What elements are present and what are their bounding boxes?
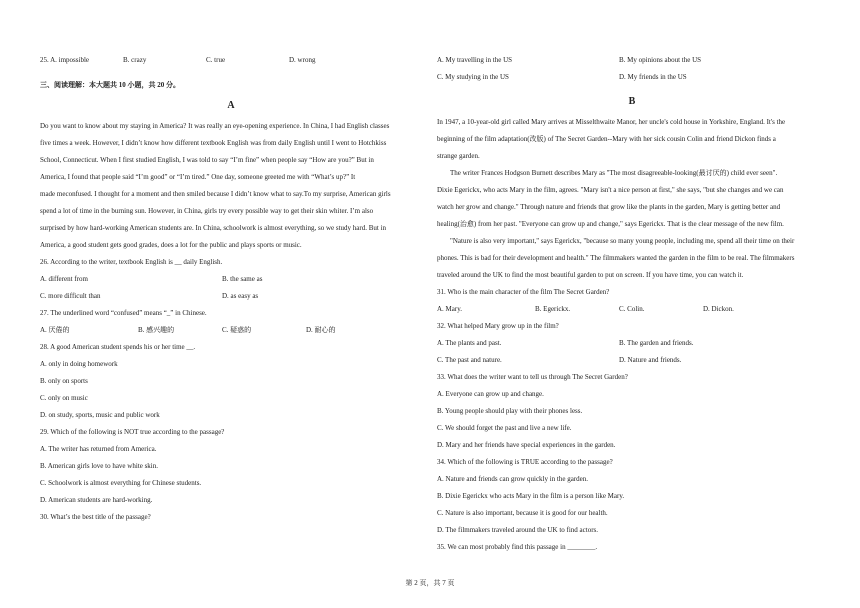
- passage-a-line: spend a lot of time in the burning sun. However, in China, girls try every possible way to get their skin whiter. I’m also: [40, 207, 374, 215]
- q27-option-d: D. 耐心的: [306, 326, 336, 334]
- q28-stem: 28. A good American student spends his or her time __.: [40, 343, 196, 351]
- q35-stem: 35. We can most probably find this passage in ________.: [437, 543, 598, 551]
- q31-options: [437, 301, 827, 318]
- left-column: [40, 52, 422, 526]
- q25-option-d: D. wrong: [289, 56, 316, 64]
- q30-option-d: D. My friends in the US: [619, 73, 687, 81]
- q34-stem: 34. Which of the following is TRUE according to the passage?: [437, 458, 613, 466]
- q30-option-a: A. My travelling in the US: [437, 56, 513, 64]
- passage-a: [40, 118, 422, 254]
- q31-option-a: A. Mary.: [437, 305, 463, 313]
- q29-option-a: A. The writer has returned from America.: [40, 445, 157, 453]
- passage-a-line: America, a good student gets good grades, does a lot for the public and plays sports or music.: [40, 241, 302, 249]
- passage-b-line: "Nature is also very important," says Egerickx, "because so many young people, including me, spend all their time on their: [450, 237, 795, 245]
- q25-option-a: 25. A. impossible: [40, 56, 90, 64]
- q25-option-c: C. true: [206, 56, 226, 64]
- q25-options: [40, 52, 422, 69]
- q27-options: [40, 322, 422, 339]
- q34-option-c: C. Nature is also important, because it is good for our health.: [437, 509, 608, 517]
- q31-option-c: C. Colin.: [619, 305, 645, 313]
- passage-b-line: traveled around the UK to find the most beautiful garden to put on screen. If you have time, you can watch it.: [437, 271, 744, 279]
- q29-option-d: D. American students are hard-working.: [40, 496, 153, 504]
- q28-option-a: A. only in doing homework: [40, 360, 118, 368]
- passage-b-paragraph-1: [437, 114, 827, 165]
- q34-option-d: D. The filmmakers traveled around the UK to find actors.: [437, 526, 599, 534]
- passage-b-line: beginning of the film adaptation(改版) of The Secret Garden--Mary with her sick cousin Colin and friend Dickon finds a: [437, 135, 776, 143]
- passage-a-line: surprised by how hard-working American students are. In China, schoolwork is almost everything, so we study hard. But in: [40, 224, 387, 232]
- passage-b-line: In 1947, a 10-year-old girl called Mary arrives at Misselthwaite Manor, her uncle's cold house in Yorkshire, England. It's the: [437, 118, 786, 126]
- q34-option-b: B. Dixie Egerickx who acts Mary in the film is a person like Mary.: [437, 492, 625, 500]
- passage-b-line: The writer Frances Hodgson Burnett describes Mary as "The most disagreeable-looking(最讨厌的) child ever seen".: [450, 169, 778, 177]
- q26-stem: 26. According to the writer, textbook English is __ daily English.: [40, 258, 223, 266]
- q33-option-b: B. Young people should play with their phones less.: [437, 407, 583, 415]
- q28-option-d: D. on study, sports, music and public work: [40, 411, 160, 419]
- q32-option-d: D. Nature and friends.: [619, 356, 682, 364]
- passage-a-line: made meconfused. I thought for a moment and then smiled because I didn’t know what to say.To my surprise, American girls: [40, 190, 391, 198]
- right-column: [437, 52, 827, 556]
- passage-b-line: strange garden.: [437, 152, 480, 160]
- q32-option-c: C. The past and nature.: [437, 356, 502, 364]
- q33-stem: 33. What does the writer want to tell us through The Secret Garden?: [437, 373, 628, 381]
- q32-options-row1: [437, 335, 827, 352]
- passage-a-line: five times a week. However, I didn’t know how different textbook English was from daily English until I went to Hotchkiss: [40, 139, 387, 147]
- passage-b-title: B: [628, 96, 636, 107]
- q26-option-b: B. the same as: [222, 275, 263, 283]
- q31-stem: 31. Who is the main character of the film The Secret Garden?: [437, 288, 610, 296]
- q28-option-c: C. only on music: [40, 394, 88, 402]
- q26-options-row1: [40, 271, 422, 288]
- q30-options-row1: [437, 52, 827, 69]
- q33-option-d: D. Mary and her friends have special experiences in the garden.: [437, 441, 616, 449]
- q29-option-c: C. Schoolwork is almost everything for Chinese students.: [40, 479, 202, 487]
- q28-option-b: B. only on sports: [40, 377, 88, 385]
- q30-options-row2: [437, 69, 827, 86]
- q26-option-c: C. more difficult than: [40, 292, 101, 300]
- q32-stem: 32. What helped Mary grow up in the film?: [437, 322, 559, 330]
- q30-stem: 30. What’s the best title of the passage?: [40, 513, 151, 521]
- q26-option-a: A. different from: [40, 275, 88, 283]
- passage-b-paragraph-2: [437, 165, 827, 284]
- passage-b-line: healing(治愈) from her past. "Everyone can grow up and change," says Egerickx. That is the clear message of the new film.: [437, 220, 784, 228]
- passage-a-line: School, Connecticut. When I first studied English, I was told to say “I’m fine” when people say “How are you?” But in: [40, 156, 374, 164]
- q31-option-b: B. Egerickx.: [535, 305, 571, 313]
- q27-option-b: B. 感兴趣的: [138, 326, 175, 334]
- q26-options-row2: [40, 288, 422, 305]
- q33-option-c: C. We should forget the past and live a new life.: [437, 424, 572, 432]
- q30-option-b: B. My opinions about the US: [619, 56, 702, 64]
- q29-stem: 29. Which of the following is NOT true according to the passage?: [40, 428, 225, 436]
- q32-option-b: B. The garden and friends.: [619, 339, 694, 347]
- q33-option-a: A. Everyone can grow up and change.: [437, 390, 544, 398]
- q29-option-b: B. American girls love to have white skin.: [40, 462, 159, 470]
- passage-a-line: Do you want to know about my staying in America? It was really an eye-opening experience. In China, I had English classes: [40, 122, 390, 130]
- q26-option-d: D. as easy as: [222, 292, 259, 300]
- q30-option-c: C. My studying in the US: [437, 73, 509, 81]
- q31-option-d: D. Dickon.: [703, 305, 734, 313]
- q32-option-a: A. The plants and past.: [437, 339, 502, 347]
- passage-b-line: phones. This is bad for their development and health." The filmmakers wanted the garden in the film to be real. The filmmakers: [437, 254, 795, 262]
- passage-a-title: A: [227, 100, 235, 111]
- q27-stem: 27. The underlined word “confused” means “_” in Chinese.: [40, 309, 207, 317]
- q27-option-c: C. 疑惑的: [222, 326, 252, 334]
- section-heading: 三、阅读理解：本大题共 10 小题，共 20 分。: [40, 81, 180, 89]
- passage-a-line: America, I found that people said “I’m good” or “I’m tired.” One day, someone greeted me with “What’s up?” It: [40, 173, 356, 181]
- page-number-footer: 第 2 页，共 7 页: [405, 579, 455, 587]
- passage-b-line: Dixie Egerickx, who acts Mary in the film, agrees. "Mary isn't a nice person at first," she says, "but she changes and we can: [437, 186, 784, 194]
- q34-option-a: A. Nature and friends can grow quickly in the garden.: [437, 475, 589, 483]
- q25-option-b: B. crazy: [123, 56, 147, 64]
- passage-b-line: watch her grow and change." Through nature and friends that grow like the plants in the garden, Mary is getting better and: [437, 203, 781, 211]
- q32-options-row2: [437, 352, 827, 369]
- q27-option-a: A. 厌倦的: [40, 326, 70, 334]
